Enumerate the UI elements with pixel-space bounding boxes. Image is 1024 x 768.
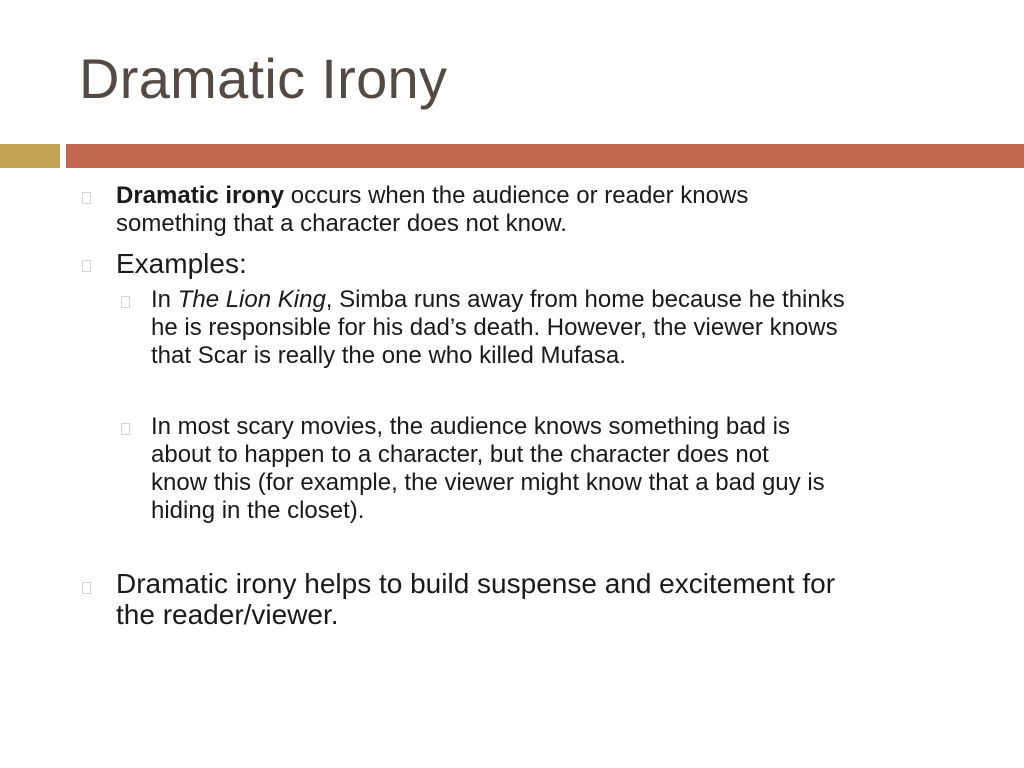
bullet-definition-line1: [116, 182, 976, 210]
lion-king-line2: he is responsible for his dad’s death. However, the viewer knows: [151, 314, 838, 341]
term-dramatic-irony: Dramatic irony: [116, 182, 285, 209]
accent-bar-gold: [0, 144, 60, 168]
suspense-line1: Dramatic irony helps to build suspense and excitement for: [116, 568, 836, 599]
suspense-line2: the reader/viewer.: [116, 599, 339, 630]
bullet-marker-icon: [82, 582, 91, 594]
sub-bullet-marker-icon: [121, 296, 130, 308]
scary-movies-line4: hiding in the closet).: [151, 497, 365, 524]
bullet-examples-label: Examples:: [116, 248, 247, 279]
slide-title: Dramatic Irony: [79, 47, 448, 110]
sub-bullet-marker-icon: [121, 423, 130, 435]
accent-bar-red: [66, 144, 1024, 168]
bullet-marker-icon: [82, 192, 91, 204]
bullet-definition-text: occurs when the audience or reader knows: [284, 182, 749, 209]
scary-movies-line1: In most scary movies, the audience knows something bad is: [151, 413, 790, 440]
scary-movies-line2: about to happen to a character, but the character does not: [151, 441, 769, 468]
lion-king-line3: that Scar is really the one who killed Mufasa.: [151, 342, 626, 369]
bullet-definition-line2: something that a character does not know.: [116, 210, 567, 237]
bullet-marker-icon: [82, 260, 91, 272]
lion-king-prefix: In: [151, 286, 178, 313]
lion-king-line1: [151, 286, 1001, 314]
lion-king-title: The Lion King: [177, 286, 326, 313]
scary-movies-line3: know this (for example, the viewer might know that a bad guy is: [151, 469, 825, 496]
lion-king-line1-rest: , Simba runs away from home because he thinks: [325, 286, 845, 313]
